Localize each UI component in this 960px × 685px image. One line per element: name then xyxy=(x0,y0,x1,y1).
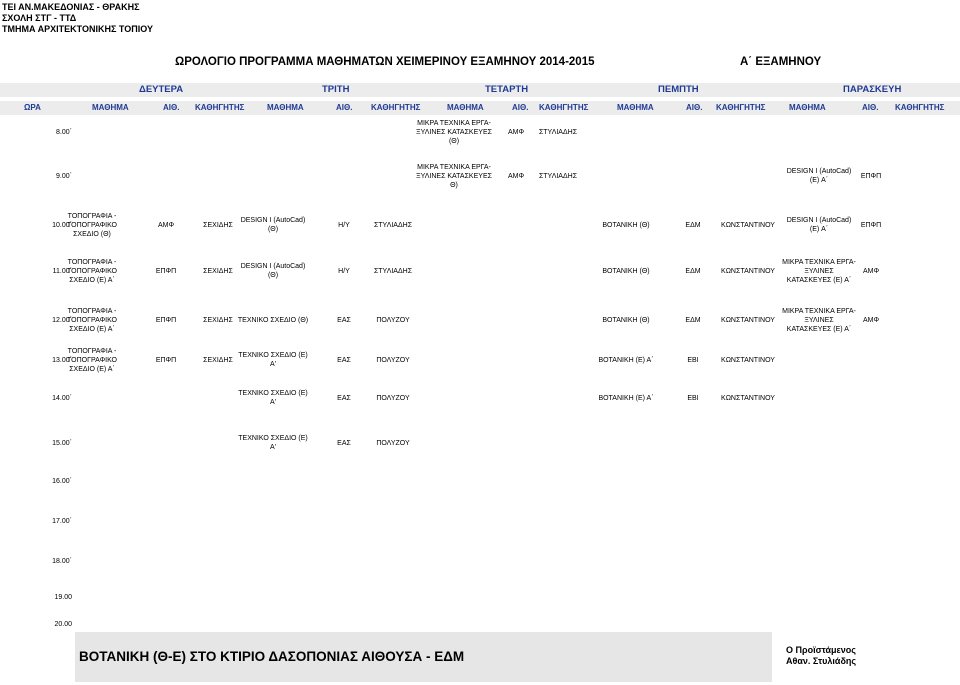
day-header-monday: ΔΕΥΤΕΡΑ xyxy=(139,84,184,95)
column-header-instructor: ΚΑΘΗΓΗΤΗΣ xyxy=(895,103,945,112)
schedule-instructor-cell: ΠΟΛΥΖΟΥ xyxy=(376,439,410,447)
schedule-instructor-cell: ΣΤΥΛΙΑΔΗΣ xyxy=(373,267,413,275)
time-label: 16.00΄ xyxy=(52,478,72,485)
signature-title: Ο Προϊστάμενος xyxy=(786,645,856,655)
schedule-room-cell: ΕΑΣ xyxy=(337,439,351,447)
schedule-course-cell: ΜΙΚΡΑ ΤΕΧΝΙΚΑ ΕΡΓΑ- ΞΥΛΙΝΕΣ ΚΑΤΑΣΚΕΥΕΣ (Θ) xyxy=(416,119,492,145)
column-header-hour: ΩΡΑ xyxy=(24,103,41,112)
time-label: 17.00΄ xyxy=(52,518,72,525)
schedule-course-cell: ΜΙΚΡΑ ΤΕΧΝΙΚΑ ΕΡΓΑ- ΞΥΛΙΝΕΣ ΚΑΤΑΣΚΕΥΕΣ (Ε) Α΄ xyxy=(782,258,856,284)
schedule-course-cell: ΤΕΧΝΙΚΟ ΣΧΕΔΙΟ (Ε) Α' xyxy=(238,352,308,368)
schedule-course-cell: ΜΙΚΡΑ ΤΕΧΝΙΚΑ ΕΡΓΑ- ΞΥΛΙΝΕΣ ΚΑΤΑΣΚΕΥΕΣ (Ε) Α΄ xyxy=(782,307,856,333)
schedule-instructor-cell: ΣΤΥΛΙΑΔΗΣ xyxy=(538,172,578,180)
schedule-instructor-cell: ΣΕΧΙΔΗΣ xyxy=(203,267,233,275)
time-label: 14.00΄ xyxy=(52,395,72,402)
time-label: 9.00΄ xyxy=(56,173,72,180)
column-header-instructor: ΚΑΘΗΓΗΤΗΣ xyxy=(195,103,245,112)
schedule-instructor-cell: ΠΟΛΥΖΟΥ xyxy=(376,316,410,324)
column-header-instructor: ΚΑΘΗΓΗΤΗΣ xyxy=(371,103,421,112)
time-label: 20.00 xyxy=(54,621,72,628)
schedule-instructor-cell: ΚΩΝΣΤΑΝΤΙΝΟΥ xyxy=(721,221,775,229)
time-label: 10.00΄ xyxy=(52,222,72,229)
schedule-instructor-cell: ΚΩΝΣΤΑΝΤΙΝΟΥ xyxy=(721,356,775,364)
schedule-room-cell: ΑΜΦ xyxy=(507,128,525,136)
institution-line-2: ΣΧΟΛΗ ΣΤΓ - ΤΤΔ xyxy=(2,13,77,23)
time-label: 15.00΄ xyxy=(52,440,72,447)
schedule-course-cell: ΤΕΧΝΙΚΟ ΣΧΕΔΙΟ (Θ) xyxy=(237,316,309,324)
footer-note-box xyxy=(75,632,772,682)
column-header-room: ΑΙΘ. xyxy=(163,103,180,112)
schedule-instructor-cell: ΠΟΛΥΖΟΥ xyxy=(376,356,410,364)
schedule-room-cell: ΕΠΦΠ xyxy=(860,221,882,229)
schedule-course-cell: ΤΟΠΟΓΡΑΦΙΑ - ΤΟΠΟΓΡΑΦΙΚΟ ΣΧΕΔΙΟ (Ε) Α΄ xyxy=(67,307,117,333)
time-label: 19.00 xyxy=(54,594,72,601)
column-header-room: ΑΙΘ. xyxy=(512,103,529,112)
time-label: 18.00΄ xyxy=(52,558,72,565)
schedule-instructor-cell: ΣΕΧΙΔΗΣ xyxy=(203,356,233,364)
column-header-course: ΜΑΘΗΜΑ xyxy=(267,103,304,112)
footer-note: ΒΟΤΑΝΙΚΗ (Θ-Ε) ΣΤΟ ΚΤΙΡΙΟ ΔΑΣΟΠΟΝΙΑΣ ΑΙΘΟΥΣΑ - ΕΔΜ xyxy=(79,649,465,664)
schedule-instructor-cell: ΚΩΝΣΤΑΝΤΙΝΟΥ xyxy=(721,316,775,324)
column-header-course: ΜΑΘΗΜΑ xyxy=(617,103,654,112)
schedule-instructor-cell: ΣΤΥΛΙΑΔΗΣ xyxy=(373,221,413,229)
schedule-room-cell: ΑΜΦ xyxy=(157,221,175,229)
schedule-instructor-cell: ΠΟΛΥΖΟΥ xyxy=(376,394,410,402)
schedule-room-cell: ΕΑΣ xyxy=(337,316,351,324)
column-header-course: ΜΑΘΗΜΑ xyxy=(447,103,484,112)
schedule-room-cell: ΕΠΦΠ xyxy=(860,172,882,180)
institution-line-3: ΤΜΗΜΑ ΑΡΧΙΤΕΚΤΟΝΙΚΗΣ ΤΟΠΙΟΥ xyxy=(2,24,153,34)
institution-line-1: ΤΕΙ ΑΝ.ΜΑΚΕΔΟΝΙΑΣ - ΘΡΑΚΗΣ xyxy=(2,2,140,12)
schedule-course-cell: DESIGN I (AutoCad) (Θ) xyxy=(240,217,306,233)
column-header-course: ΜΑΘΗΜΑ xyxy=(789,103,826,112)
schedule-room-cell: ΕΠΦΠ xyxy=(155,316,177,324)
column-header-room: ΑΙΘ. xyxy=(862,103,879,112)
schedule-course-cell: ΒΟΤΑΝΙΚΗ (Θ) xyxy=(602,221,650,229)
time-label: 12.00΄ xyxy=(52,317,72,324)
schedule-room-cell: ΕΑΣ xyxy=(337,356,351,364)
column-header-instructor: ΚΑΘΗΓΗΤΗΣ xyxy=(716,103,766,112)
day-header-friday: ΠΑΡΑΣΚΕΥΗ xyxy=(843,84,902,95)
schedule-course-cell: DESIGN I (AutoCad) (Ε) Α΄ xyxy=(786,217,852,233)
schedule-room-cell: ΕΔΜ xyxy=(685,316,701,324)
schedule-instructor-cell: ΣΕΧΙΔΗΣ xyxy=(203,221,233,229)
schedule-instructor-cell: ΚΩΝΣΤΑΝΤΙΝΟΥ xyxy=(721,267,775,275)
day-header-wednesday: ΤΕΤΑΡΤΗ xyxy=(485,84,529,95)
schedule-course-cell: ΒΟΤΑΝΙΚΗ (Ε) Α΄ xyxy=(598,394,654,402)
schedule-course-cell: DESIGN I (AutoCad) (Θ) xyxy=(240,263,306,279)
time-label: 13.00΄ xyxy=(52,357,72,364)
schedule-room-cell: ΕΑΣ xyxy=(337,394,351,402)
column-header-instructor: ΚΑΘΗΓΗΤΗΣ xyxy=(539,103,589,112)
schedule-room-cell: ΕΒΙ xyxy=(687,356,699,364)
day-header-thursday: ΠΕΜΠΤΗ xyxy=(658,84,699,95)
schedule-course-cell: DESIGN I (AutoCad) (Ε) Α΄ xyxy=(786,168,852,184)
schedule-course-cell: ΒΟΤΑΝΙΚΗ (Θ) xyxy=(602,316,650,324)
page-title: ΩΡΟΛΟΓΙΟ ΠΡΟΓΡΑΜΜΑ ΜΑΘΗΜΑΤΩΝ ΧΕΙΜΕΡΙΝΟΥ ΕΞΑΜΗΝΟΥ 2014-2015 xyxy=(175,56,595,68)
schedule-instructor-cell: ΣΕΧΙΔΗΣ xyxy=(203,316,233,324)
schedule-room-cell: ΑΜΦ xyxy=(862,316,880,324)
schedule-room-cell: ΑΜΦ xyxy=(862,267,880,275)
schedule-instructor-cell: ΣΤΥΛΙΑΔΗΣ xyxy=(538,128,578,136)
schedule-course-cell: ΤΕΧΝΙΚΟ ΣΧΕΔΙΟ (Ε) Α' xyxy=(238,390,308,406)
semester-label: Α΄ ΕΞΑΜΗΝΟΥ xyxy=(740,56,822,68)
schedule-room-cell: ΕΠΦΠ xyxy=(155,356,177,364)
schedule-room-cell: ΑΜΦ xyxy=(507,172,525,180)
schedule-room-cell: ΕΠΦΠ xyxy=(155,267,177,275)
schedule-course-cell: ΤΟΠΟΓΡΑΦΙΑ - ΤΟΠΟΓΡΑΦΙΚΟ ΣΧΕΔΙΟ (Ε) Α΄ xyxy=(67,258,117,284)
time-label: 11.00΄ xyxy=(52,268,72,275)
schedule-room-cell: ΕΔΜ xyxy=(685,221,701,229)
day-header-tuesday: ΤΡΙΤΗ xyxy=(322,84,350,95)
schedule-course-cell: ΜΙΚΡΑ ΤΕΧΝΙΚΑ ΕΡΓΑ- ΞΥΛΙΝΕΣ ΚΑΤΑΣΚΕΥΕΣ Θ) xyxy=(416,163,492,189)
column-header-course: ΜΑΘΗΜΑ xyxy=(92,103,129,112)
signature-name: Αθαν. Στυλιάδης xyxy=(786,656,857,666)
column-header-room: ΑΙΘ. xyxy=(336,103,353,112)
schedule-course-cell: ΒΟΤΑΝΙΚΗ (Θ) xyxy=(602,267,650,275)
schedule-room-cell: ΕΒΙ xyxy=(687,394,699,402)
schedule-room-cell: Η/Υ xyxy=(338,267,350,275)
schedule-instructor-cell: ΚΩΝΣΤΑΝΤΙΝΟΥ xyxy=(721,394,775,402)
schedule-room-cell: Η/Υ xyxy=(338,221,350,229)
schedule-room-cell: ΕΔΜ xyxy=(685,267,701,275)
schedule-course-cell: ΤΟΠΟΓΡΑΦΙΑ - ΤΟΠΟΓΡΑΦΙΚΟ ΣΧΕΔΙΟ (Ε) Α΄ xyxy=(67,347,117,373)
signature-block xyxy=(786,645,856,667)
schedule-course-cell: ΤΕΧΝΙΚΟ ΣΧΕΔΙΟ (Ε) Α' xyxy=(238,435,308,451)
column-header-room: ΑΙΘ. xyxy=(686,103,703,112)
schedule-course-cell: ΒΟΤΑΝΙΚΗ (Ε) Α΄ xyxy=(598,356,654,364)
time-label: 8.00΄ xyxy=(56,129,72,136)
schedule-course-cell: ΤΟΠΟΓΡΑΦΙΑ - ΤΟΠΟΓΡΑΦΙΚΟ ΣΧΕΔΙΟ (Θ) xyxy=(67,212,117,238)
